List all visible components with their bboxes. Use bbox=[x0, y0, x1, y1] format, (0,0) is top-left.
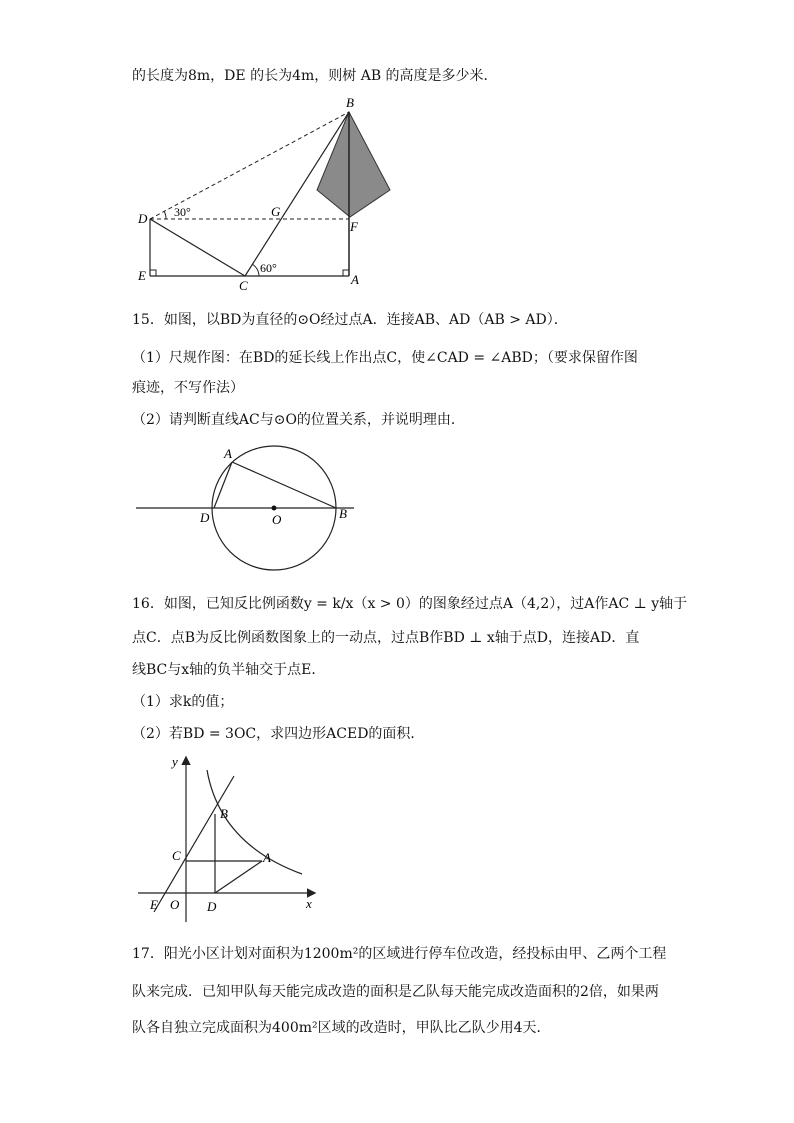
q17-line3: 队各自独立完成面积为400m²区域的改造时，甲队比乙队少用4天． bbox=[132, 1020, 551, 1036]
angle-arc-60 bbox=[252, 264, 259, 276]
label-o-15: O bbox=[272, 512, 282, 527]
hyperbola-curve bbox=[207, 770, 302, 874]
q15-part1-line2: 痕迹，不写作法） bbox=[132, 380, 244, 396]
q14-tail-text: 的长度为8m，DE 的长为4m，则树 AB 的高度是多少米． bbox=[132, 68, 498, 84]
label-o-16: O bbox=[170, 897, 180, 912]
q15-figure bbox=[132, 440, 362, 580]
q15-part2: （2）请判断直线AC与⊙O的位置关系，并说明理由． bbox=[132, 412, 465, 428]
label-g: G bbox=[271, 204, 281, 219]
q16-part1: （1）求k的值； bbox=[132, 694, 234, 710]
line-ec-b bbox=[154, 776, 234, 912]
q15-part1-line1: （1）尺规作图：在BD的延长线上作出点C，使∠CAD = ∠ABD；（要求保留作图 bbox=[132, 350, 638, 366]
label-d-16: D bbox=[207, 899, 217, 914]
q17-line2: 队来完成．已知甲队每天能完成改造的面积是乙队每天能完成改造面积的2倍，如果两 bbox=[132, 984, 659, 1000]
angle-60-label: 60° bbox=[260, 261, 277, 275]
label-a: A bbox=[351, 272, 359, 287]
label-b-16: B bbox=[220, 806, 228, 821]
angle-arc-30 bbox=[164, 211, 166, 219]
q16-line3: 线BC与x轴的负半轴交于点E． bbox=[132, 662, 326, 678]
q16-line2: 点C．点B为反比例函数图象上的一动点，过点B作BD ⊥ x轴于点D，连接AD．直 bbox=[132, 630, 640, 646]
tree-crown-shape bbox=[317, 112, 390, 217]
q17-line1: 17．阳光小区计划对面积为1200m²的区域进行停车位改造，经投标由甲、乙两个工程 bbox=[132, 946, 667, 962]
q16-line1: 16．如图，已知反比例函数y = k/x（x > 0）的图象经过点A（4,2），过A作AC ⊥ y轴于 bbox=[132, 596, 688, 612]
right-angle-mark-a bbox=[343, 270, 349, 276]
label-c: C bbox=[239, 278, 248, 292]
label-x-axis: x bbox=[306, 896, 312, 911]
label-d: D bbox=[138, 211, 148, 226]
label-e-16: E bbox=[150, 897, 158, 912]
segment-dc bbox=[150, 219, 245, 276]
q15-stem: 15．如图，以BD为直径的⊙O经过点A．连接AB、AD（AB > AD）． bbox=[132, 312, 568, 328]
segment-ad-16 bbox=[215, 861, 262, 893]
segment-db-dashed bbox=[150, 112, 349, 219]
label-e: E bbox=[138, 268, 146, 283]
right-angle-mark-e bbox=[150, 270, 156, 276]
label-a-16: A bbox=[263, 850, 271, 865]
label-c-16: C bbox=[172, 848, 181, 863]
q14-figure bbox=[132, 92, 402, 292]
q16-part2: （2）若BD = 3OC，求四边形ACED的面积． bbox=[132, 726, 425, 742]
label-d-15: D bbox=[200, 510, 210, 525]
label-y-axis: y bbox=[172, 754, 178, 769]
label-a-15: A bbox=[224, 446, 232, 461]
angle-30-label: 30° bbox=[174, 205, 191, 219]
label-f: F bbox=[350, 219, 358, 234]
label-b-15: B bbox=[339, 506, 347, 521]
label-b: B bbox=[346, 95, 354, 110]
center-o-dot bbox=[272, 506, 277, 511]
q16-figure bbox=[132, 752, 332, 922]
segment-ab-15 bbox=[232, 462, 336, 508]
